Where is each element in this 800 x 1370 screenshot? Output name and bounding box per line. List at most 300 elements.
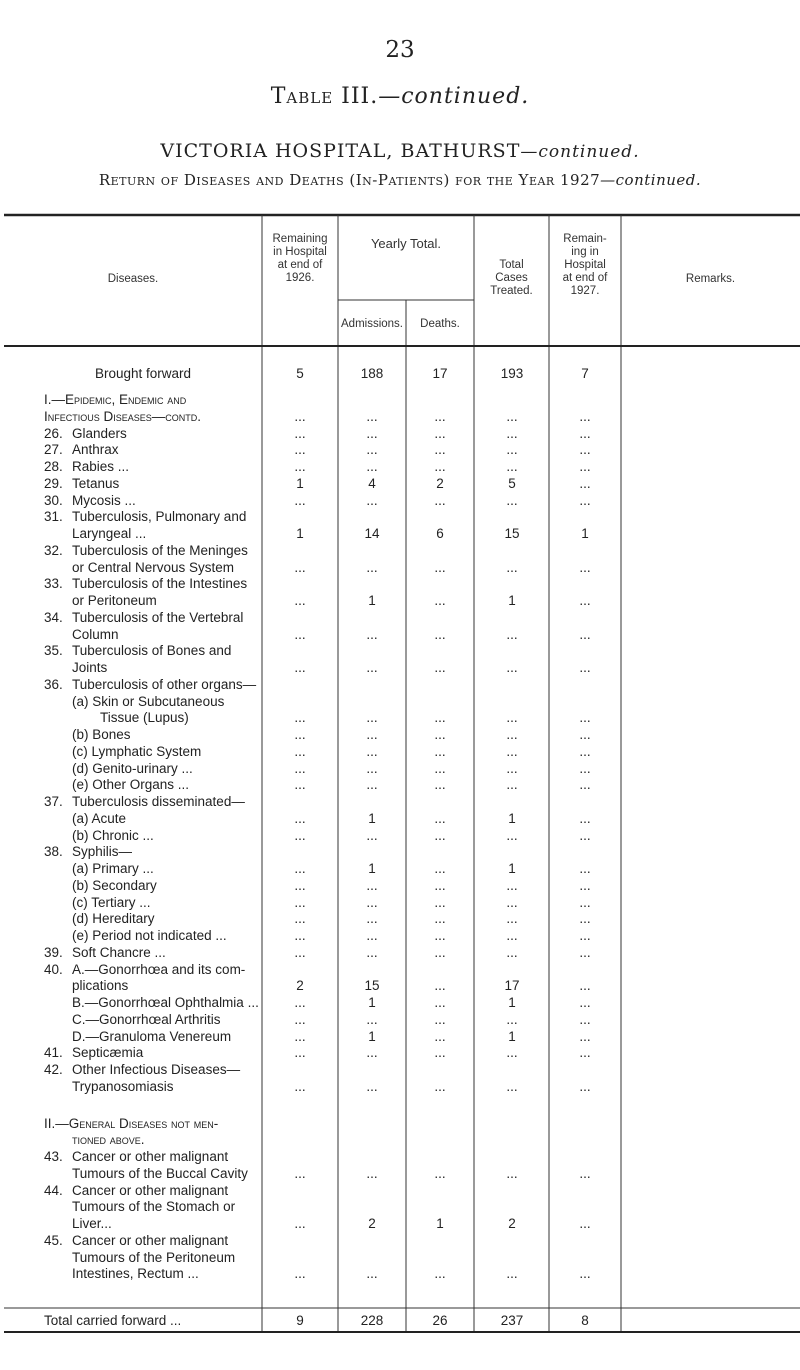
table-row	[0, 978, 800, 994]
cell-admissions: ...	[366, 911, 378, 926]
row-number: 26.	[44, 426, 63, 441]
cell-total-treated: ...	[506, 1012, 518, 1027]
row-label: Brought forward	[95, 366, 192, 381]
cell-admissions: ...	[366, 660, 378, 675]
cell-remaining-1926: ...	[294, 1045, 306, 1060]
cell-total-treated: ...	[506, 777, 518, 792]
cell-deaths: ...	[434, 995, 446, 1010]
cell-deaths: ...	[434, 861, 446, 876]
row-label: Tumours of the Stomach or	[72, 1199, 236, 1214]
table-row	[0, 426, 800, 442]
table-row	[0, 710, 800, 726]
row-label: or Central Nervous System	[72, 560, 235, 575]
cell-admissions: ...	[366, 426, 378, 441]
cell-remaining-1926: ...	[294, 1166, 306, 1181]
table-title-continued: —continued.	[378, 84, 530, 109]
cell-deaths: ...	[434, 744, 446, 759]
header-total-top: Total Cases	[495, 259, 528, 284]
row-number: 39.	[44, 945, 63, 960]
cell-total-treated: ...	[506, 493, 518, 508]
table-row	[0, 895, 800, 911]
cell-deaths: ...	[434, 777, 446, 792]
cell-remaining-1926: ...	[294, 442, 306, 457]
cell-total-treated: ...	[506, 660, 518, 675]
cell-remaining-1927: ...	[579, 744, 591, 759]
table-row	[0, 1250, 800, 1266]
cell-remaining-1927: ...	[579, 710, 591, 725]
cell-total-treated: ...	[506, 928, 518, 943]
row-label: Anthrax	[72, 442, 119, 457]
cell-remaining-1926: ...	[294, 777, 306, 792]
hospital-name: VICTORIA HOSPITAL, BATHURST	[160, 140, 521, 162]
table-row	[0, 1266, 800, 1282]
cell-remaining-1927: ...	[579, 426, 591, 441]
cell-remaining-1927: ...	[579, 1266, 591, 1281]
table-row	[0, 459, 800, 475]
cell-remaining-1927: ...	[579, 861, 591, 876]
table-row	[0, 576, 800, 592]
row-label: (b) Bones	[72, 727, 131, 742]
cell-remaining-1926: ...	[294, 1216, 306, 1231]
table-row	[0, 1199, 800, 1215]
table-row	[0, 811, 800, 827]
table-row	[0, 543, 800, 559]
row-number: 43.	[44, 1149, 63, 1164]
cell-remaining-1926: 2	[296, 978, 304, 993]
cell-total-treated: ...	[506, 744, 518, 759]
row-label: (a) Primary ...	[72, 861, 154, 876]
row-label: B.—Gonorrhœal Ophthalmia ...	[72, 995, 259, 1010]
cell-deaths: ...	[434, 1012, 446, 1027]
return-title-continued: —continued.	[600, 171, 702, 189]
cell-total-treated: ...	[506, 911, 518, 926]
cell-deaths: ...	[434, 945, 446, 960]
cell-remaining-1927: ...	[579, 1079, 591, 1094]
cell-remaining-1926: 1	[296, 476, 304, 491]
row-label: II.—General Diseases not men-	[44, 1116, 219, 1131]
header-remain-end-top: Remain-ing in Hospital	[563, 233, 607, 271]
cell-deaths: ...	[434, 811, 446, 826]
cell-total-treated: ...	[506, 828, 518, 843]
total-label: Total carried forward ...	[44, 1313, 182, 1328]
cell-remaining-1926: ...	[294, 811, 306, 826]
header-remarks: Remarks.	[685, 273, 736, 285]
cell-total-treated: ...	[506, 560, 518, 575]
table-row	[0, 744, 800, 760]
table-row	[0, 643, 800, 659]
row-label: Tuberculosis disseminated—	[72, 794, 245, 809]
table-row	[0, 1149, 800, 1165]
row-label: (a) Acute	[72, 811, 127, 826]
row-number: 35.	[44, 643, 63, 658]
cell-remaining-1926: 5	[296, 366, 304, 381]
cell-remaining-1926: ...	[294, 493, 306, 508]
cell-total-treated: ...	[506, 1266, 518, 1281]
cell-deaths: 1	[436, 1216, 444, 1231]
table-row	[0, 1079, 800, 1095]
row-label: Tuberculosis of the Vertebral	[72, 610, 244, 625]
cell-admissions: 1	[368, 995, 376, 1010]
cell-admissions: ...	[366, 1045, 378, 1060]
cell-total-treated: 17	[504, 978, 520, 993]
row-label: (c) Tertiary ...	[72, 895, 151, 910]
cell-admissions: ...	[366, 627, 378, 642]
row-label: Tetanus	[72, 476, 120, 491]
cell-remaining-1927: ...	[579, 493, 591, 508]
table-row	[0, 677, 800, 693]
cell-deaths: ...	[434, 727, 446, 742]
row-label: Intestines, Rectum ...	[72, 1266, 199, 1281]
cell-remaining-1927: ...	[579, 459, 591, 474]
cell-remaining-1926: ...	[294, 1079, 306, 1094]
cell-remaining-1927: ...	[579, 1029, 591, 1044]
row-number: 33.	[44, 576, 63, 591]
cell-remaining-1927: ...	[579, 777, 591, 792]
row-label: Soft Chancre ...	[72, 945, 166, 960]
row-label: I.—Epidemic, Endemic and	[44, 392, 187, 407]
table-row	[0, 442, 800, 458]
table-row	[0, 610, 800, 626]
cell-total-treated: ...	[506, 710, 518, 725]
cell-admissions: ...	[366, 442, 378, 457]
cell-admissions: 188	[360, 366, 384, 381]
cell-remaining-1927: ...	[579, 911, 591, 926]
cell-remaining-1926: ...	[294, 1029, 306, 1044]
row-label: Tuberculosis of other organs—	[72, 677, 257, 692]
row-label: Septicæmia	[72, 1045, 144, 1060]
cell-admissions: ...	[366, 493, 378, 508]
cell-admissions: ...	[366, 777, 378, 792]
table-row	[0, 945, 800, 961]
cell-remaining-1926: ...	[294, 409, 306, 424]
table-row	[0, 1096, 800, 1112]
table-row	[0, 1183, 800, 1199]
row-number: 44.	[44, 1183, 63, 1198]
table-row	[0, 1012, 800, 1028]
cell-admissions: ...	[366, 409, 378, 424]
row-label: Laryngeal ...	[72, 526, 147, 541]
table-row	[0, 526, 800, 542]
cell-total-treated: ...	[506, 1166, 518, 1181]
cell-deaths: ...	[434, 409, 446, 424]
table-row	[0, 777, 800, 793]
row-number: 41.	[44, 1045, 63, 1060]
table-row	[0, 660, 800, 676]
table-row	[0, 928, 800, 944]
cell-deaths: 6	[436, 526, 444, 541]
cell-total-treated: ...	[506, 945, 518, 960]
cell-total-treated: 15	[504, 526, 520, 541]
cell-remaining-1927: ...	[579, 1012, 591, 1027]
cell-admissions: 1	[368, 811, 376, 826]
cell-total-treated: 2	[508, 1216, 516, 1231]
table-row	[0, 694, 800, 710]
cell-remaining-1927: ...	[579, 1045, 591, 1060]
cell-remaining-1926: ...	[294, 459, 306, 474]
table-row	[0, 1045, 800, 1061]
cell-remaining-1926: ...	[294, 878, 306, 893]
cell-admissions: ...	[366, 710, 378, 725]
cell-total-treated: ...	[506, 895, 518, 910]
header-remain-end-bottom: at end of 1927.	[562, 272, 608, 297]
cell-remaining-1927: ...	[579, 560, 591, 575]
page-number: 23	[385, 37, 415, 63]
header-remaining-1926	[262, 233, 338, 285]
table-row	[0, 844, 800, 860]
row-label: Rabies ...	[72, 459, 130, 474]
cell-remaining-1927: ...	[579, 945, 591, 960]
cell-total-treated: 1	[508, 1029, 516, 1044]
row-label: tioned above.	[72, 1132, 145, 1147]
table-row	[0, 1233, 800, 1249]
table-row	[0, 828, 800, 844]
table-row	[0, 761, 800, 777]
header-total-bottom: Treated.	[490, 285, 533, 297]
cell-remaining-1927: ...	[579, 928, 591, 943]
return-title-text: Return of Diseases and Deaths (In-Patients) for the Year 1927	[98, 171, 601, 189]
table-row	[0, 476, 800, 492]
row-label: or Peritoneum	[72, 593, 157, 608]
row-label: (a) Skin or Subcutaneous	[72, 694, 225, 709]
cell-total-treated: ...	[506, 761, 518, 776]
cell-admissions: ...	[366, 727, 378, 742]
table-row	[0, 627, 800, 643]
hospital-continued: —continued.	[520, 142, 640, 162]
row-label: Trypanosomiasis	[72, 1079, 174, 1094]
row-label: Tumours of the Peritoneum	[72, 1250, 236, 1265]
cell-admissions: ...	[366, 895, 378, 910]
row-number: 37.	[44, 794, 63, 809]
row-label: A.—Gonorrhœa and its com-	[72, 962, 246, 977]
row-number: 27.	[44, 442, 63, 457]
cell-remaining-1927: ...	[579, 995, 591, 1010]
row-number: 45.	[44, 1233, 63, 1248]
row-label: Cancer or other malignant	[72, 1149, 229, 1164]
cell-deaths: ...	[434, 761, 446, 776]
header-yearly-total: Yearly Total.	[370, 236, 442, 251]
row-number: 31.	[44, 509, 63, 524]
cell-remaining-1926: ...	[294, 828, 306, 843]
cell-remaining-1927: ...	[579, 593, 591, 608]
cell-remaining-1926: ...	[294, 995, 306, 1010]
total-row	[0, 1313, 800, 1329]
cell-remaining-1926: ...	[294, 744, 306, 759]
cell-total-treated: ...	[506, 459, 518, 474]
table-row	[0, 1216, 800, 1232]
cell-deaths: 2	[436, 476, 444, 491]
table-row	[0, 727, 800, 743]
cell-remaining-1926: ...	[294, 560, 306, 575]
cell-admissions: ...	[366, 459, 378, 474]
cell-remaining-1926: ...	[294, 1012, 306, 1027]
cell-remaining-1927: ...	[579, 1166, 591, 1181]
table-row	[0, 392, 800, 408]
cell-remaining-1927: 1	[581, 526, 589, 541]
total-remaining-1926: 9	[296, 1313, 304, 1328]
cell-deaths: ...	[434, 1079, 446, 1094]
cell-deaths: ...	[434, 1045, 446, 1060]
table-row	[0, 560, 800, 576]
cell-remaining-1927: ...	[579, 978, 591, 993]
cell-deaths: ...	[434, 1166, 446, 1181]
cell-admissions: ...	[366, 744, 378, 759]
cell-admissions: 4	[368, 476, 376, 491]
cell-total-treated: ...	[506, 442, 518, 457]
cell-remaining-1927: 7	[581, 366, 589, 381]
row-label: Syphilis—	[72, 844, 133, 859]
cell-total-treated: ...	[506, 426, 518, 441]
cell-admissions: 2	[368, 1216, 376, 1231]
cell-deaths: 17	[432, 366, 448, 381]
cell-admissions: 14	[364, 526, 380, 541]
row-label: Cancer or other malignant	[72, 1183, 229, 1198]
table-row	[0, 861, 800, 877]
cell-remaining-1927: ...	[579, 761, 591, 776]
table-row	[0, 1062, 800, 1078]
row-label: Tuberculosis, Pulmonary and	[72, 509, 247, 524]
cell-total-treated: 1	[508, 811, 516, 826]
row-label: Liver...	[72, 1216, 112, 1231]
table-row	[0, 1166, 800, 1182]
table-row	[0, 878, 800, 894]
cell-admissions: ...	[366, 928, 378, 943]
cell-remaining-1926: ...	[294, 911, 306, 926]
cell-total-treated: ...	[506, 1045, 518, 1060]
cell-admissions: 1	[368, 861, 376, 876]
row-label: Glanders	[72, 426, 127, 441]
cell-total-treated: 193	[500, 366, 524, 381]
cell-deaths: ...	[434, 660, 446, 675]
cell-total-treated: ...	[506, 1079, 518, 1094]
row-label: Other Infectious Diseases—	[72, 1062, 241, 1077]
total-deaths: 26	[432, 1313, 448, 1328]
cell-total-treated: 1	[508, 861, 516, 876]
cell-admissions: ...	[366, 761, 378, 776]
cell-total-treated: ...	[506, 409, 518, 424]
table-row	[0, 366, 800, 382]
table-row	[0, 593, 800, 609]
cell-admissions: ...	[366, 560, 378, 575]
cell-deaths: ...	[434, 442, 446, 457]
cell-deaths: ...	[434, 895, 446, 910]
table-title-text: Table III.	[270, 84, 379, 109]
row-label: Tuberculosis of the Meninges	[72, 543, 248, 558]
cell-remaining-1926: ...	[294, 895, 306, 910]
total-admissions: 228	[360, 1313, 384, 1328]
cell-remaining-1927: ...	[579, 627, 591, 642]
cell-deaths: ...	[434, 828, 446, 843]
cell-remaining-1926: ...	[294, 593, 306, 608]
table-row	[0, 409, 800, 425]
cell-admissions: ...	[366, 1012, 378, 1027]
cell-admissions: ...	[366, 878, 378, 893]
row-label: Joints	[72, 660, 108, 675]
table-row	[0, 1132, 800, 1148]
cell-deaths: ...	[434, 1029, 446, 1044]
cell-admissions: ...	[366, 1166, 378, 1181]
cell-deaths: ...	[434, 978, 446, 993]
row-label: Cancer or other malignant	[72, 1233, 229, 1248]
row-label: (e) Period not indicated ...	[72, 928, 227, 943]
cell-total-treated: 5	[508, 476, 516, 491]
row-label: (b) Chronic ...	[72, 828, 154, 843]
table-row	[0, 493, 800, 509]
cell-total-treated: 1	[508, 593, 516, 608]
cell-admissions: 15	[364, 978, 380, 993]
table-row	[0, 995, 800, 1011]
total-remaining-1927: 8	[581, 1313, 589, 1328]
row-label: Column	[72, 627, 119, 642]
cell-deaths: ...	[434, 710, 446, 725]
cell-admissions: 1	[368, 1029, 376, 1044]
cell-deaths: ...	[434, 627, 446, 642]
table-row	[0, 1029, 800, 1045]
cell-remaining-1926: ...	[294, 627, 306, 642]
cell-admissions: ...	[366, 945, 378, 960]
cell-remaining-1927: ...	[579, 878, 591, 893]
cell-remaining-1926: ...	[294, 1266, 306, 1281]
cell-total-treated: ...	[506, 627, 518, 642]
total-treated: 237	[500, 1313, 524, 1328]
row-label: (c) Lymphatic System	[72, 744, 202, 759]
cell-remaining-1927: ...	[579, 811, 591, 826]
cell-deaths: ...	[434, 928, 446, 943]
row-label: (d) Genito-urinary ...	[72, 761, 193, 776]
row-label: Tumours of the Buccal Cavity	[72, 1166, 248, 1181]
cell-remaining-1926: ...	[294, 861, 306, 876]
row-number: 34.	[44, 610, 63, 625]
cell-admissions: 1	[368, 593, 376, 608]
row-label: (d) Hereditary	[72, 911, 155, 926]
cell-total-treated: ...	[506, 727, 518, 742]
cell-admissions: ...	[366, 1079, 378, 1094]
row-number: 30.	[44, 493, 63, 508]
row-number: 32.	[44, 543, 63, 558]
cell-deaths: ...	[434, 560, 446, 575]
cell-admissions: ...	[366, 1266, 378, 1281]
cell-admissions: ...	[366, 828, 378, 843]
cell-deaths: ...	[434, 459, 446, 474]
row-label: Mycosis ...	[72, 493, 136, 508]
row-number: 42.	[44, 1062, 63, 1077]
cell-deaths: ...	[434, 493, 446, 508]
header-remaining-bottom: at end of 1926.	[277, 259, 323, 284]
cell-remaining-1927: ...	[579, 1216, 591, 1231]
cell-remaining-1927: ...	[579, 727, 591, 742]
cell-remaining-1927: ...	[579, 476, 591, 491]
cell-remaining-1926: ...	[294, 727, 306, 742]
table-row	[0, 509, 800, 525]
cell-remaining-1926: 1	[296, 526, 304, 541]
cell-total-treated: 1	[508, 995, 516, 1010]
cell-remaining-1927: ...	[579, 409, 591, 424]
cell-deaths: ...	[434, 878, 446, 893]
row-number: 29.	[44, 476, 63, 491]
table-row	[0, 911, 800, 927]
row-label: Infectious Diseases—contd.	[44, 409, 202, 424]
cell-remaining-1927: ...	[579, 660, 591, 675]
cell-remaining-1926: ...	[294, 710, 306, 725]
cell-total-treated: ...	[506, 878, 518, 893]
table-row	[0, 1116, 800, 1132]
header-remaining-top: Remaining in Hospital	[272, 233, 328, 258]
row-label: plications	[72, 978, 129, 993]
cell-remaining-1927: ...	[579, 895, 591, 910]
table-row	[0, 962, 800, 978]
cell-remaining-1926: ...	[294, 761, 306, 776]
header-admissions: Admissions.	[341, 318, 403, 330]
row-label: Tuberculosis of the Intestines	[72, 576, 248, 591]
